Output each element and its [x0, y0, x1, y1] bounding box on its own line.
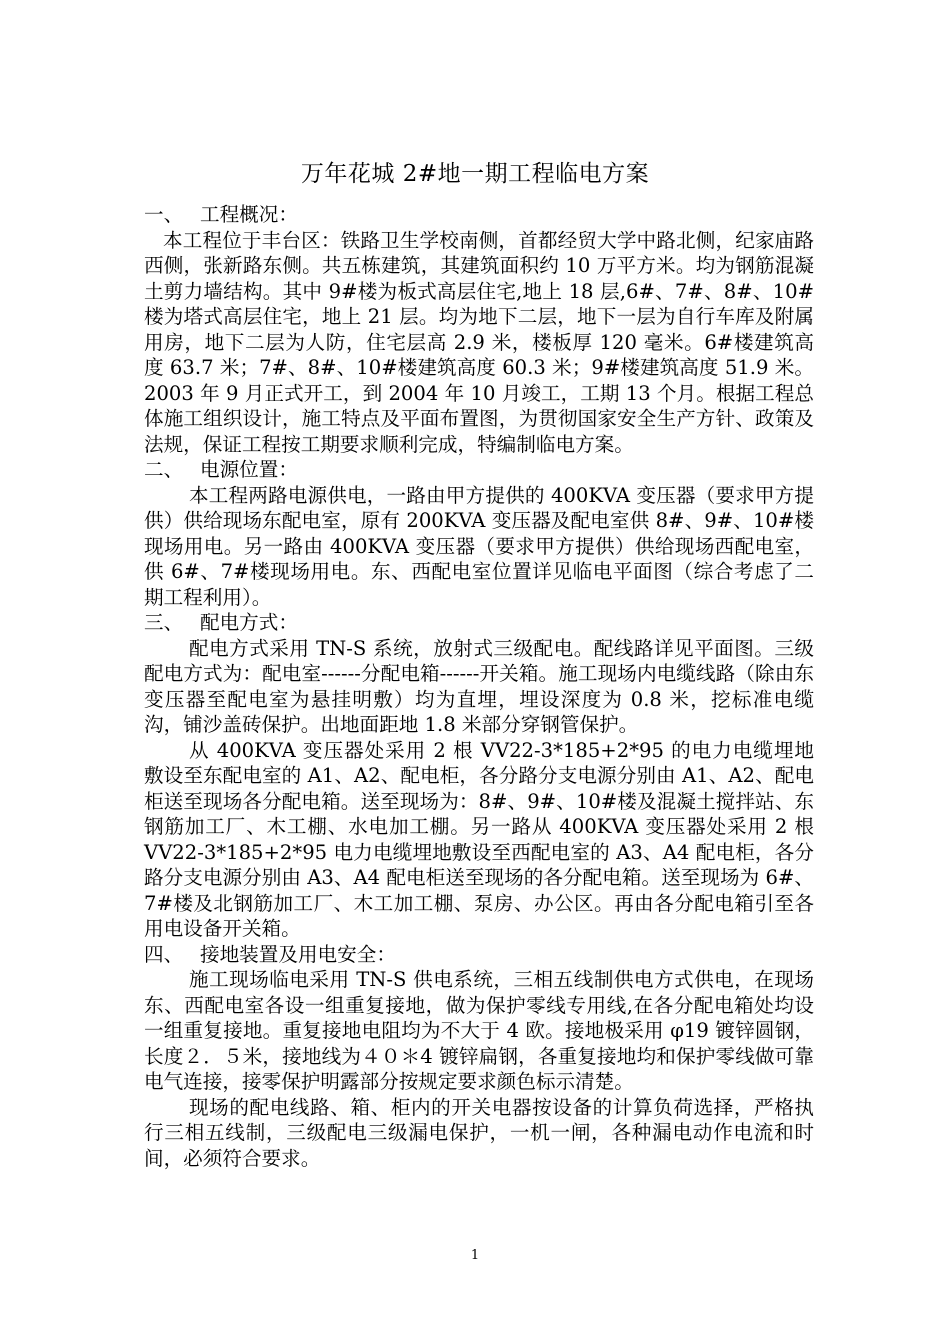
section-number: 一、 [144, 203, 184, 226]
section-title: 配电方式： [200, 611, 298, 634]
section-number: 三、 [144, 611, 184, 634]
document-title: 万年花城 2#地一期工程临电方案 [300, 161, 650, 187]
section-number: 四、 [144, 942, 184, 966]
paragraph: 施工现场临电采用 TN-S 供电系统，三相五线制供电方式供电，在现场东、西配电室各设一组重复接地，做为保护零线专用线,在各分配电箱处均设一组重复接地。重复接地电阻均为不大于 4 欧。接地极采用 φ19 镀锌圆钢，长度２．５米，接地线为４０＊4 镀锌扁钢，各重复接地均和保护零线做可靠电气连接，接零保护明露部分按规定要求颜色标示清楚。 [144, 968, 814, 1093]
section-title: 接地装置及用电安全： [200, 942, 396, 966]
document-body [144, 202, 814, 1171]
page-number: 1 [470, 1248, 480, 1263]
section-title: 工程概况： [200, 203, 298, 226]
section-heading [144, 457, 814, 483]
paragraph: 本工程位于丰台区：铁路卫生学校南侧，首都经贸大学中路北侧，纪家庙路西侧，张新路东侧。共五栋建筑，其建筑面积约 10 万平方米。均为钢筋混凝土剪力墙结构。其中 9#楼为板式高层住宅,地上 18 层,6#、7#、8#、10#楼为塔式高层住宅，地上 21 层。均为地下二层，地下一层为自行车库及附属用房，地下二层为人防，住宅层高 2.9 米，楼板厚 120 毫米。6#楼建筑高度 63.7 米；7#、8#、10#楼建筑高度 60.3 米；9#楼建筑高度 51.9 米。2003 年 9 月正式开工，到 2004 年 10 月竣工，工期 13 个月。根据工程总体施工组织设计，施工特点及平面布置图，为贯彻国家安全生产方针、政策及法规，保证工程按工期要求顺利完成，特编制临电方案。 [144, 228, 814, 456]
section-heading [144, 942, 814, 968]
paragraph: 配电方式采用 TN-S 系统，放射式三级配电。配线路详见平面图。三级配电方式为：配电室------分配电箱------开关箱。施工现场内电缆线路（除由东变压器至配电室为悬挂明敷）均为直埋，埋设深度为 0.8 米，挖标准电缆沟，铺沙盖砖保护。出地面距地 1.8 米部分穿钢管保护。 [144, 636, 814, 736]
paragraph: 现场的配电线路、箱、柜内的开关电器按设备的计算负荷选择，严格执行三相五线制，三级配电三级漏电保护，一机一闸，各种漏电动作电流和时间，必须符合要求。 [144, 1095, 814, 1170]
section-heading [144, 610, 814, 636]
section-heading [144, 202, 814, 228]
section-number: 二、 [144, 458, 184, 481]
paragraph: 从 400KVA 变压器处采用 2 根 VV22-3*185+2*95 的电力电缆埋地敷设至东配电室的 A1、A2、配电柜，各分路分支电源分别由 A1、A2、配电柜送至现场各分配电箱。送至现场为：8#、9#、10#楼及混凝土搅拌站、东钢筋加工厂、木工棚、水电加工棚。另一路从 400KVA 变压器处采用 2 根 VV22-3*185+2*95 电力电缆埋地敷设至西配电室的 A3、A4 配电柜，各分路分支电源分别由 A3、A4 配电柜送至现场的各分配电箱。送至现场为 6#、7#楼及北钢筋加工厂、木工加工棚、泵房、办公区。再由各分配电箱引至各用电设备开关箱。 [144, 738, 814, 940]
section-title: 电源位置： [200, 458, 298, 481]
paragraph: 本工程两路电源供电，一路由甲方提供的 400KVA 变压器（要求甲方提供）供给现场东配电室，原有 200KVA 变压器及配电室供 8#、9#、10#楼现场用电。另一路由 400KVA 变压器（要求甲方提供）供给现场西配电室，供 6#、7#楼现场用电。东、西配电室位置详见临电平面图（综合考虑了二期工程利用）。 [144, 483, 814, 609]
